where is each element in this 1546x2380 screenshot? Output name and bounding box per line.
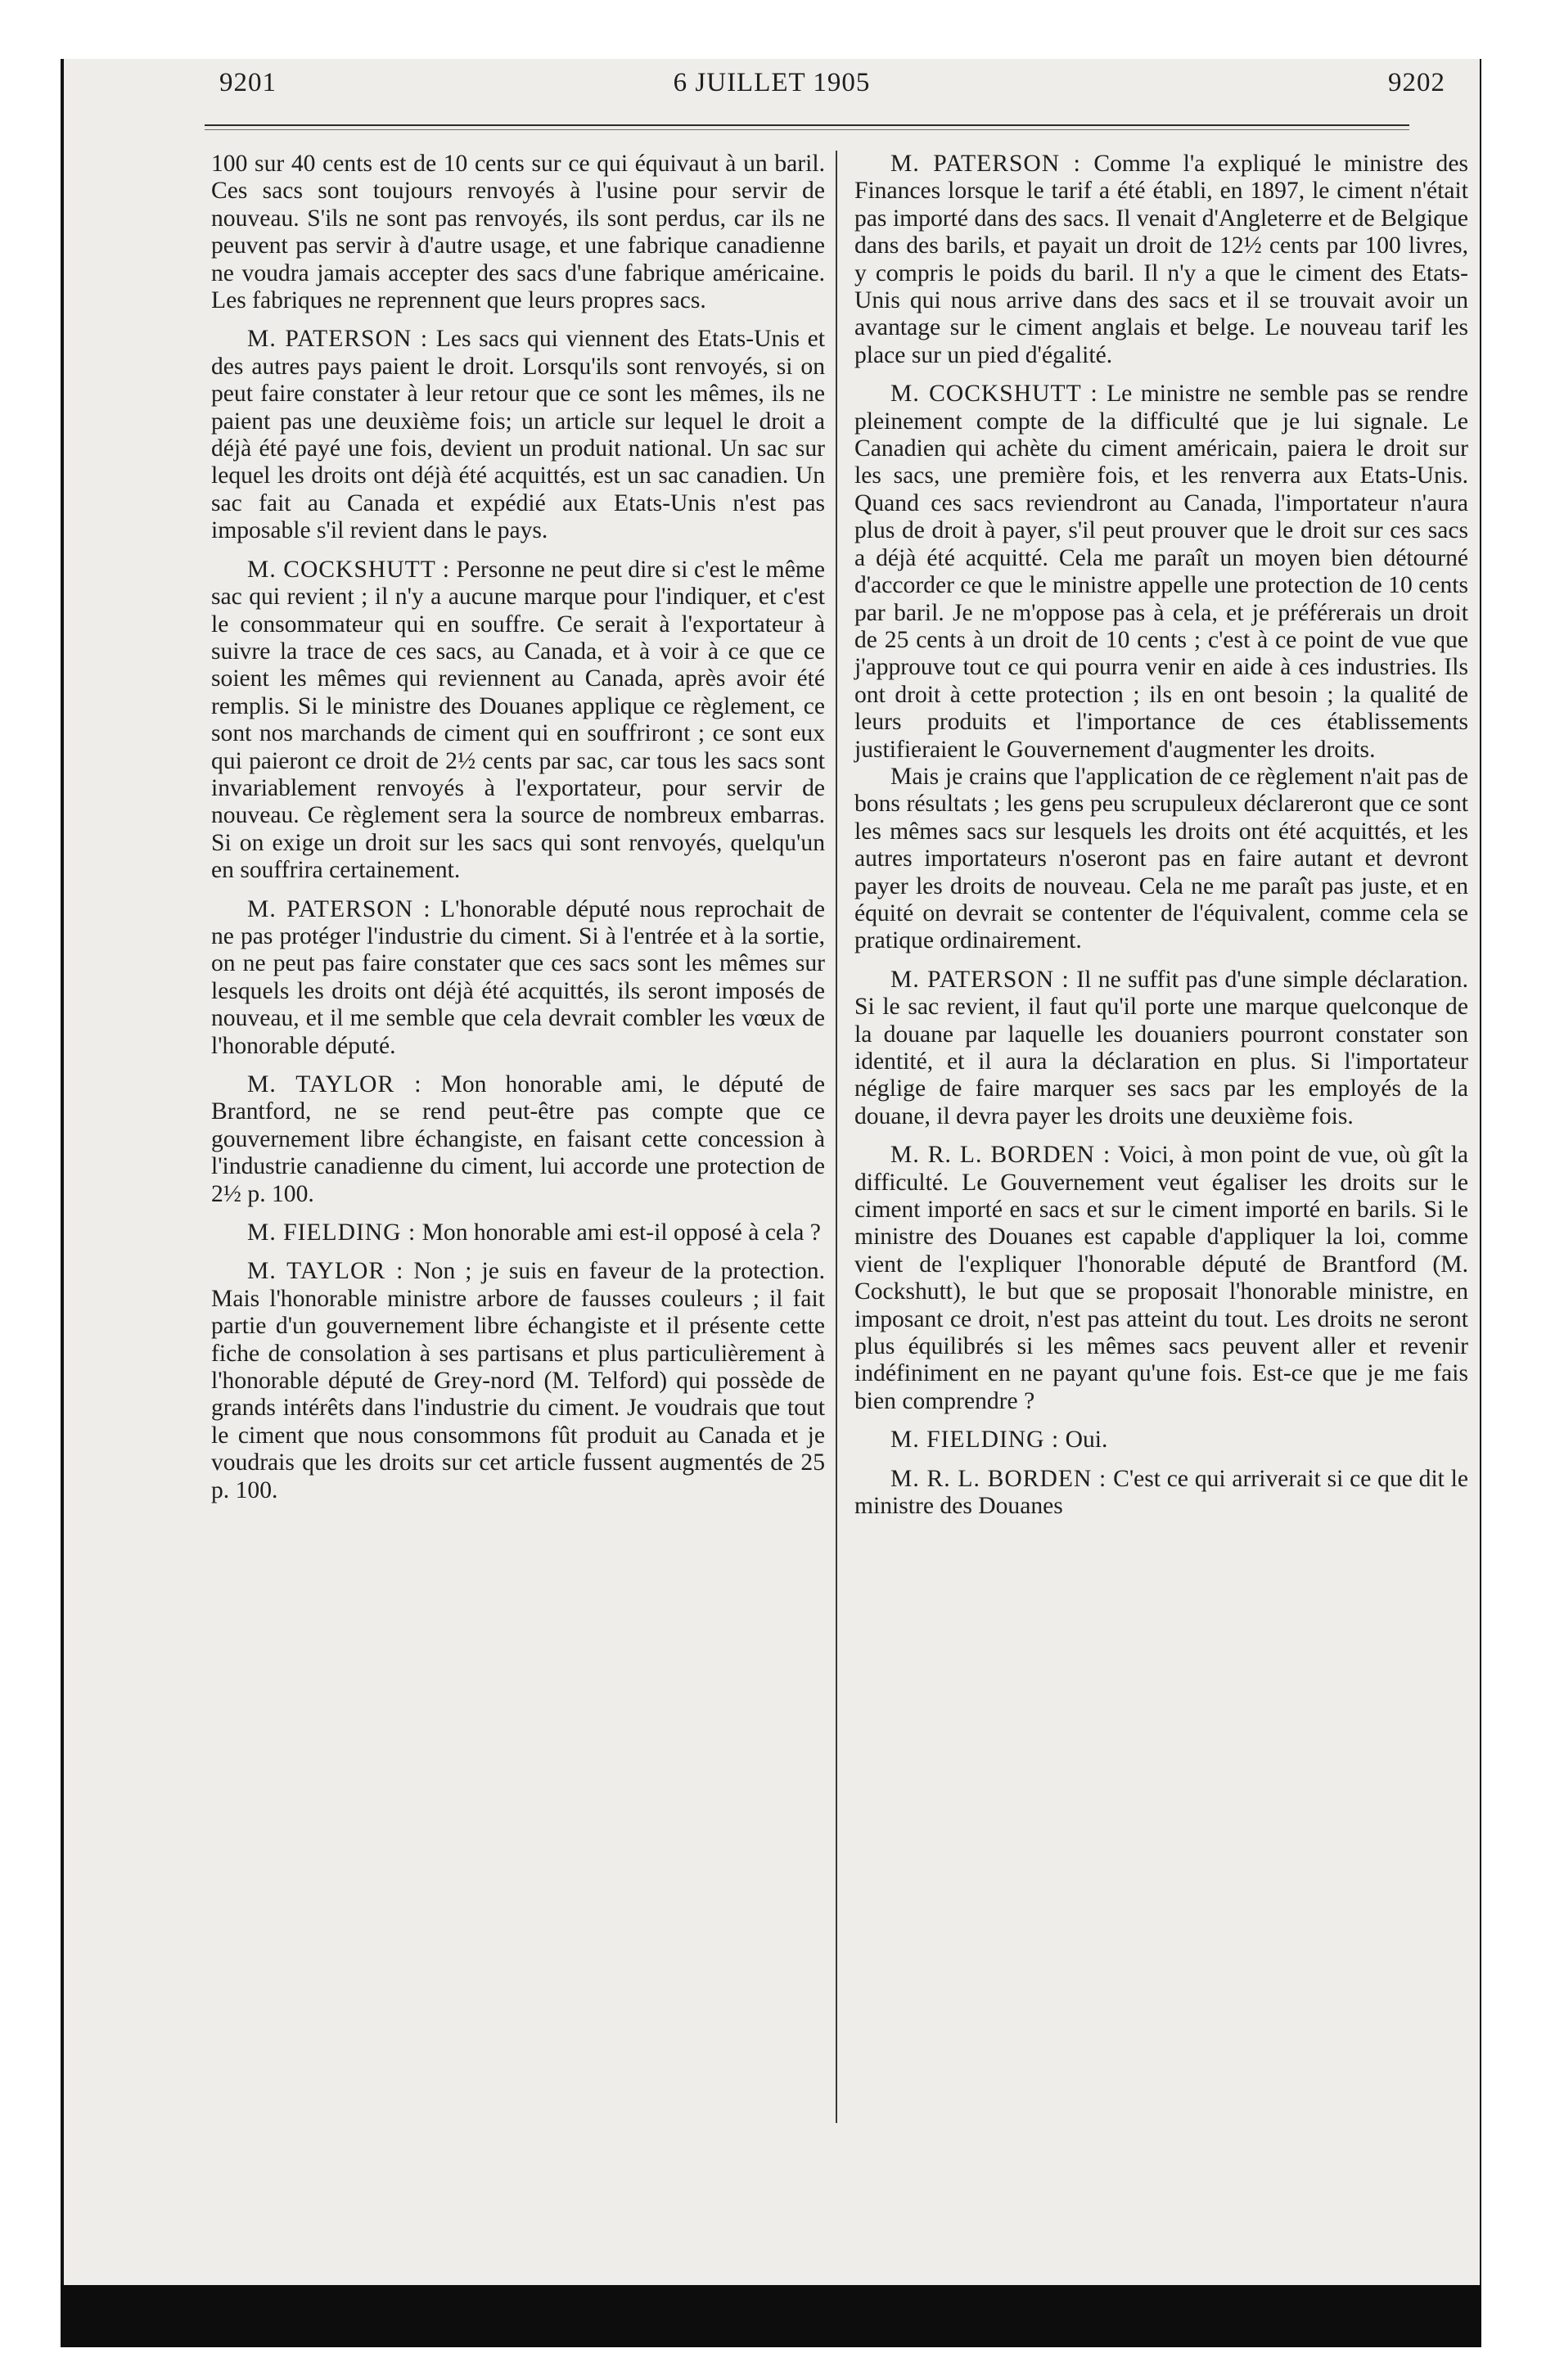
document-page [64, 59, 1480, 2285]
speaker-name: M. PATERSON : [890, 966, 1070, 993]
speaker-name: M. TAYLOR : [247, 1071, 422, 1098]
paragraph [211, 896, 825, 1060]
speaker-name: M. FIELDING : [247, 1219, 417, 1246]
page-date: 6 JUILLET 1905 [673, 68, 871, 97]
paragraph-text: L'honorable député nous reprochait de ne pas protéger l'industrie du ciment. Si à l'entrée et à la sortie, on ne peut pas faire constater que ces sacs sont les mêmes sur lesquels les droits ont déjà été acquittés, ils seront imposés de nouveau, et il me semble que cela devrait combler les vœux de l'honorable député. [211, 895, 825, 1059]
paragraph [854, 1466, 1468, 1521]
paragraph [211, 557, 825, 885]
paragraph [854, 967, 1468, 1130]
paragraph [211, 1258, 825, 1504]
left-column [211, 151, 825, 1516]
paragraph [854, 1427, 1468, 1454]
paragraph [211, 1219, 825, 1246]
scan-border [61, 59, 1481, 2347]
paragraph-text: Il ne suffit pas d'une simple déclaration. Si le sac revient, il faut qu'il porte une marque quelconque de la douane par laquelle les douaniers pourront constater son identité, et il aura la déclaration en plus. Si l'importateur néglige de faire marquer ses sacs par les employés de la douane, il devra payer les droits une deuxième fois. [854, 966, 1468, 1129]
paragraph-text: Mais je crains que l'application de ce règlement n'ait pas de bons résultats ; les gens peu scrupuleux déclareront que ce sont les mêmes sacs sur lesquels les droits ont été acquittés, et les autres importateurs n'oseront pas en faire autant et devront payer les droits de nouveau. Cela ne me paraît pas juste, et en équité on devrait se contenter de l'équivalent, comme cela se pratique ordinairement. [854, 763, 1468, 954]
paragraph-text: Mon honorable ami, le député de Brantford, ne se rend peut-être pas compte que ce gouvernement libre échangiste, en faisant cette concession à l'industrie canadienne du ciment, lui accorde une protection de 2½ p. 100. [211, 1071, 825, 1207]
paragraph-text: Comme l'a expliqué le ministre des Finances lorsque le tarif a été établi, en 1897, le ciment n'était pas importé dans des sacs. Il venait d'Angleterre et de Belgique dans des barils, et payait un droit de 12½ cents par 100 livres, y compris le poids du baril. Il n'y a que le ciment des Etats-Unis qui nous arrive dans des sacs et il se trouvait avoir un avantage sur le ciment anglais et belge. Le nouveau tarif les place sur un pied d'égalité. [854, 151, 1468, 368]
paragraph-text: Mon honorable ami est-il opposé à cela ? [421, 1219, 821, 1246]
paragraph [211, 151, 825, 314]
speaker-name: M. PATERSON : [247, 326, 429, 353]
paragraph-text: Le ministre ne semble pas se rendre pleinement compte de la difficulté que je lui signale. Le Canadien qui achète du ciment américain, paiera le droit sur les sacs, une première fois, et les renverra aux Etats-Unis. Quand ces sacs reviendront au Canada, l'importateur n'aura plus de droit à payer, s'il peut prouver que le droit sur ces sacs a déjà été acquitté. Cela me paraît un moyen bien détourné d'accorder ce que le ministre appelle une protection de 10 cents par baril. Je ne m'oppose pas à cela, et je préférerais un droit de 25 cents à un droit de 10 cents ; c'est à ce point de vue que j'approuve tout ce qui pourra venir en aide à ces industries. Ils ont droit à cette protection ; ils en ont besoin ; la qualité de leurs produits et l'importance de ces établissements justifieraient le Gouvernement d'augmenter les droits. [854, 381, 1468, 763]
speaker-name: M. COCKSHUTT : [890, 381, 1098, 408]
speaker-name: M. R. L. BORDEN : [890, 1142, 1111, 1169]
paragraph-text: Oui. [1065, 1427, 1108, 1454]
speaker-name: M. COCKSHUTT : [247, 556, 450, 583]
page-number-right: 9202 [1388, 68, 1445, 97]
paragraph-text: Les sacs qui viennent des Etats-Unis et des autres pays paient le droit. Lorsqu'ils sont renvoyés, si on peut faire constater à leur retour que ce sont les mêmes, ils ne paient pas une deuxième fois; un article sur lequel le droit a déjà été payé une fois, devient un produit national. Un sac sur lequel les droits ont déjà été acquittés, est un sac canadien. Un sac fait au Canada et expédié aux Etats-Unis n'est pas imposable s'il revient dans le pays. [211, 326, 825, 544]
right-column [854, 151, 1468, 1532]
paragraph-text: 100 sur 40 cents est de 10 cents sur ce qui équivaut à un baril. Ces sacs sont toujours renvoyés à l'usine pour servir de nouveau. S'ils ne sont pas renvoyés, ils sont perdus, car ils ne peuvent pas servir à d'autre usage, et une fabrique canadienne ne voudra jamais accepter des sacs d'une fabrique américaine. Les fabriques ne reprennent que leurs propres sacs. [211, 151, 825, 314]
speaker-name: M. FIELDING : [890, 1427, 1060, 1454]
column-divider [836, 151, 837, 2123]
speaker-name: M. PATERSON : [890, 151, 1081, 177]
page-header [64, 63, 1480, 112]
paragraph [854, 151, 1468, 369]
header-rule-thin [205, 129, 1409, 130]
paragraph [854, 1142, 1468, 1415]
paragraph-text: Personne ne peut dire si c'est le même sac qui revient ; il n'y a aucune marque pour l'indiquer, et c'est le consommateur qui en souffre. Ce serait à l'exportateur à suivre la trace de ces sacs, au Canada, et à voir à ce que ce soient les mêmes qui reviennent au Canada, après avoir été remplis. Si le ministre des Douanes applique ce règlement, ce sont nos marchands de ciment qui en souffriront ; ce sont eux qui paieront ce droit de 2½ cents par sac, car tous les sacs sont invariablement renvoyés à l'exportateur, pour servir de nouveau. Ce règlement sera la source de nombreux embarras. Si on exige un droit sur les sacs qui sont renvoyés, quelqu'un en souffrira certainement. [211, 556, 825, 884]
paragraph [211, 1071, 825, 1208]
speaker-name: M. TAYLOR : [247, 1258, 404, 1285]
paragraph [854, 764, 1468, 955]
paragraph-text: C'est ce qui arriverait si ce que dit le ministre des Douanes [854, 1465, 1469, 1520]
scan-bottom-band [61, 2285, 1481, 2347]
speaker-name: M. R. L. BORDEN : [890, 1465, 1107, 1492]
paragraph [854, 381, 1468, 764]
paragraph-text: Voici, à mon point de vue, où gît la difficulté. Le Gouvernement veut égaliser les droits sur le ciment importé en sacs et sur le ciment importé en barils. Si le ministre des Douanes est capable d'appliquer la loi, comme vient de l'expliquer l'honorable député de Brantford (M. Cockshutt), le but que se proposait l'honorable ministre, en imposant ce droit, n'est pas atteint du tout. Les droits ne seront plus équilibrés si les mêmes sacs peuvent aller et revenir indéfiniment en ne payant qu'une fois. Est-ce que je me fais bien comprendre ? [854, 1142, 1468, 1414]
speaker-name: M. PATERSON : [247, 895, 431, 922]
page-number-left: 9201 [219, 68, 277, 97]
header-rule [205, 124, 1409, 126]
paragraph [211, 326, 825, 544]
paragraph-text: Non ; je suis en faveur de la protection. Mais l'honorable ministre arbore de fausses couleurs ; il fait partie d'un gouvernement libre échangiste et il présente cette fiche de consolation à ses partisans et plus particulièrement à l'honorable député de Grey-nord (M. Telford) qui possède de grands intérêts dans l'industrie du ciment. Je voudrais que tout le ciment que nous consommons fût produit au Canada et je voudrais que les droits sur cet article fussent augmentés de 25 p. 100. [211, 1258, 825, 1503]
